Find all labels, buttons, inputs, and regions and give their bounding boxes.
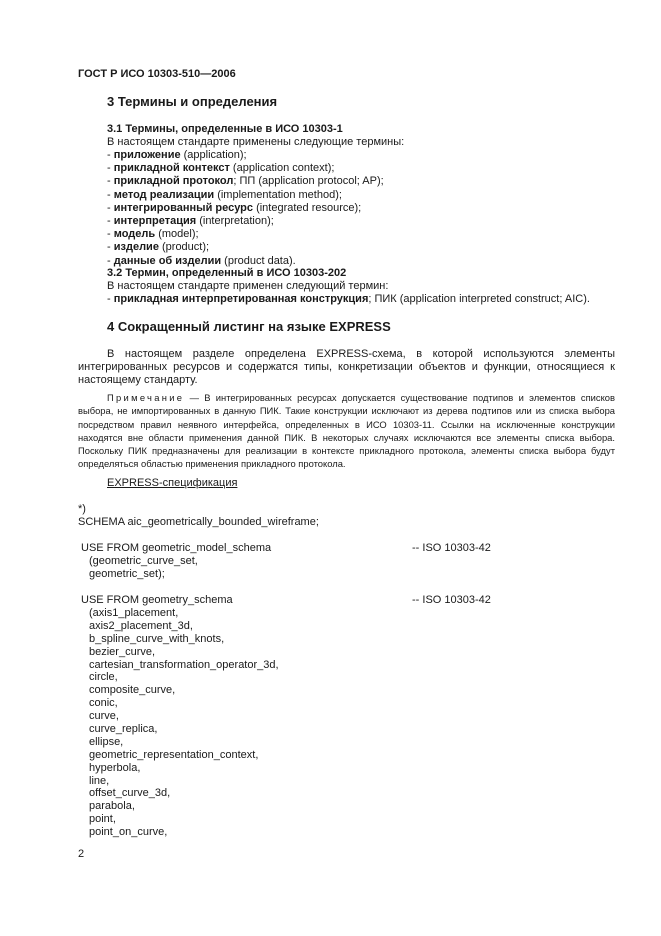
term-description: ; ПП (application protocol; AP); [233, 175, 384, 188]
term-item: - изделие (product); [107, 241, 210, 254]
term-name: модель [113, 228, 156, 241]
term-item: - прикладная интерпретированная конструкция; ПИК (application interpreted construct; AIC). [107, 293, 590, 305]
subsection-3-2-title: 3.2 Термин, определенный в ИСО 10303-202 [107, 267, 347, 279]
section-3-title: 3 Термины и определения [107, 94, 278, 109]
code-line: ellipse, [89, 735, 124, 748]
code-line: geometric_representation_context, [89, 748, 259, 761]
term-name: интегрированный ресурс [113, 201, 254, 214]
term-name: прикладной контекст [113, 162, 230, 175]
code-line: point_on_curve, [89, 826, 168, 839]
code-line: (geometric_curve_set, [89, 555, 198, 567]
terms-list-3-2 [107, 293, 590, 306]
term-description: (implementation method); [214, 188, 342, 201]
term-description: ; ПИК (application interpreted construct; AIC). [368, 293, 590, 305]
note-label: Примечание [107, 392, 185, 403]
term-item: - интерпретация (interpretation); [107, 214, 274, 227]
code-comment-iso-1: -- ISO 10303-42 [412, 542, 491, 554]
subsection-3-1-title: 3.1 Термины, определенные в ИСО 10303-1 [107, 123, 343, 135]
term-item: - данные об изделии (product data). [107, 254, 296, 267]
code-block2-items [89, 607, 279, 839]
section-4-title: 4 Сокращенный листинг на языке EXPRESS [107, 319, 391, 334]
term-item: - модель (model); [107, 228, 199, 241]
code-open-comment: *) [78, 503, 86, 515]
code-line: composite_curve, [89, 684, 176, 697]
term-description: (application context); [229, 162, 335, 175]
note-text: — В интегрированных ресурсах допускается существование подтипов и элементов списков выбора, не импортированных в данную ПИК. Такие конструкции исключают из дерева подтипов или из списка выбора посредством правил неявного интерфейса, определенных в ИСО 10303-11. Ссылки на исключенные конструкции находятся вне области применения данной ПИК. В некоторых случаях исключаются все элементы списка выбора. Поскольку ПИК предназначены для реализации в контексте прикладного протокола, элементы списка выбора будут определяться областью применения прикладного протокола. [78, 392, 615, 470]
term-name: данные об изделии [113, 254, 222, 267]
code-line: bezier_curve, [89, 645, 156, 658]
term-name: приложение [113, 149, 181, 161]
code-line: point, [89, 813, 116, 826]
term-name: прикладной протокол [113, 175, 234, 188]
code-line: (axis1_placement, [89, 607, 179, 619]
term-name: прикладная интерпретированная конструкция [113, 293, 369, 305]
subsection-3-2-intro: В настоящем стандарте применен следующий термин: [107, 280, 389, 292]
code-schema-line: SCHEMA aic_geometrically_bounded_wireframe; [78, 516, 319, 528]
code-line: conic, [89, 697, 118, 710]
section-4-paragraph: В настоящем разделе определена EXPRESS-схема, в которой используются элементы интегрированных ресурсов и содержатся типы, конкретизации объектов и функции, относящиеся к настоящему стандарту. [78, 348, 615, 387]
code-use-geometry: USE FROM geometry_schema [81, 594, 233, 606]
note-paragraph [78, 391, 615, 471]
term-name: изделие [113, 241, 159, 254]
page-number: 2 [78, 848, 85, 860]
code-line: hyperbola, [89, 761, 141, 774]
terms-list-3-1 [107, 149, 384, 268]
subsection-3-1-intro: В настоящем стандарте применены следующие термины: [107, 136, 405, 148]
code-line: offset_curve_3d, [89, 787, 171, 800]
code-line: parabola, [89, 800, 135, 813]
code-line: geometric_set); [89, 567, 165, 580]
term-item: - прикладной контекст (application context); [107, 162, 335, 175]
term-item: - прикладной протокол; ПП (application protocol; AP); [107, 175, 384, 188]
term-name: метод реализации [113, 188, 215, 201]
code-line: curve, [89, 710, 119, 723]
term-description: (product); [158, 241, 210, 254]
code-line: cartesian_transformation_operator_3d, [89, 658, 279, 671]
term-item: - метод реализации (implementation method); [107, 188, 342, 201]
term-description: (interpretation); [196, 214, 274, 227]
term-name: интерпретация [113, 214, 197, 227]
term-description: (product data). [221, 254, 296, 267]
code-line: circle, [89, 671, 118, 684]
code-use-geometric-model: USE FROM geometric_model_schema [81, 542, 272, 554]
document-header: ГОСТ Р ИСО 10303-510—2006 [78, 68, 236, 80]
term-description: (application); [180, 149, 247, 161]
term-item: - интегрированный ресурс (integrated resource); [107, 201, 362, 214]
term-description: (integrated resource); [253, 201, 362, 214]
code-line: axis2_placement_3d, [89, 619, 193, 632]
term-item: - приложение (application); [107, 149, 247, 161]
code-block1-items [89, 555, 198, 581]
express-spec-label: EXPRESS-спецификация [107, 477, 238, 489]
code-line: b_spline_curve_with_knots, [89, 632, 225, 645]
code-comment-iso-2: -- ISO 10303-42 [412, 594, 491, 606]
code-line: curve_replica, [89, 723, 158, 736]
term-description: (model); [155, 228, 199, 241]
code-line: line, [89, 774, 110, 787]
